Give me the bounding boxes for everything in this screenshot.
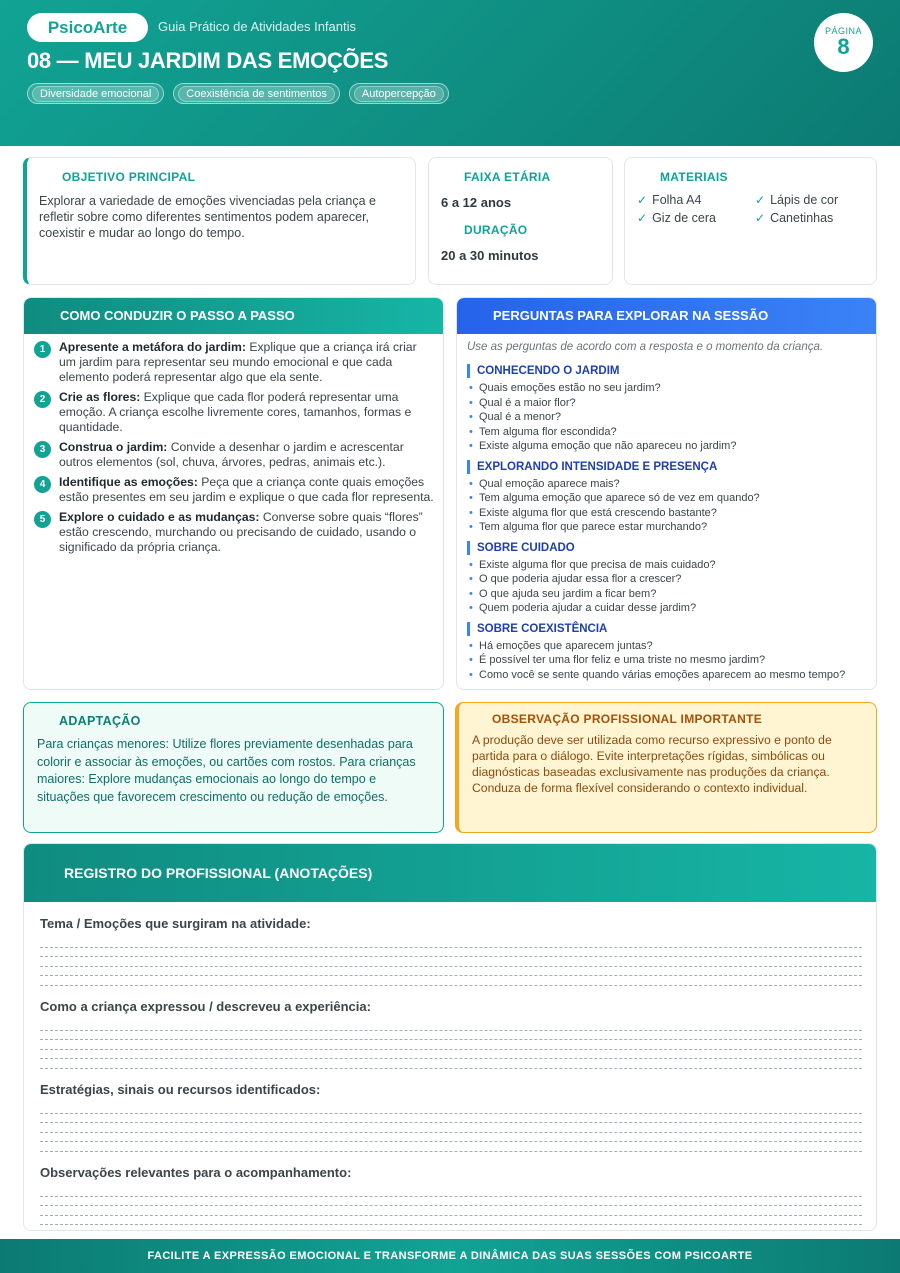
note-field-label: Como a criança expressou / descreveu a experiência: [40,998,371,1014]
material-label: Giz de cera [652,211,716,225]
note-field-label: Tema / Emoções que surgiram na atividade: [40,916,311,931]
step-text [59,510,434,555]
note-field [40,916,862,986]
note-line[interactable] [40,1133,862,1143]
adaptation-text: Para crianças menores: Utilize flores previamente desenhadas para colorir e associar às emoções, ou cartões com rostos. Para crianças maiores: Explore mudanças emocionais ao longo do tempo e situações que favorecem crescimento ou redução de emoções. [37,737,416,804]
step-item [34,475,434,505]
age-value: 6 a 12 anos [441,195,512,210]
question-item: • Como você se sente quando várias emoções aparecem ao mesmo tempo? [467,668,872,683]
material-item [637,211,755,225]
step-heading: Apresente a metáfora do jardim: [59,340,246,354]
adaptation-card [23,702,444,833]
questions-intro: Use as perguntas de acordo com a resposta e o momento da criança. [467,341,824,353]
tag [173,83,340,104]
step-heading: Construa o jardim: [59,440,168,454]
note-line[interactable] [40,957,862,967]
step-description: Converse sobre quais “flores” estão crescendo, murchando ou precisando de cuidado, usando o significado da própria criança. [59,510,423,554]
material-label: Lápis de cor [770,193,839,207]
tag [27,83,164,104]
question-group-title: SOBRE CUIDADO [467,541,872,555]
note-line[interactable] [40,1104,862,1114]
material-item [637,193,755,207]
step-text [59,475,434,505]
question-item: • Existe alguma emoção que não apareceu no jardim? [467,439,872,454]
material-label: Canetinhas [770,211,834,225]
age-title: FAIXA ETÁRIA [464,170,551,184]
objective-card [23,157,416,285]
page-header [0,0,900,146]
note-line[interactable] [40,1040,862,1050]
questions-title: PERGUNTAS PARA EXPLORAR NA SESSÃO [457,298,876,334]
question-item: • Qual é a maior flor? [467,396,872,411]
tag-label: Coexistência de sentimentos [178,86,335,102]
question-item: • Existe alguma flor que está crescendo bastante? [467,506,872,521]
note-line[interactable] [40,1187,862,1197]
tag-label: Diversidade emocional [32,86,159,102]
note-line[interactable] [40,976,862,986]
question-item: • Tem alguma flor que parece estar murchando? [467,520,872,535]
step-heading: Explore o cuidado e as mudanças: [59,510,260,524]
step-description: Convide a desenhar o jardim e acrescentar outros elementos (sol, chuva, árvores, pedras, animais etc.). [59,440,404,469]
materials-card [624,157,877,285]
observation-text: A produção deve ser utilizada como recurso expressivo e ponto de partida para o diálogo. Evite interpretações rígidas, simbólicas ou diagnósticas baseadas exclusivamente nas produções da criança. Conduza de forma flexível considerando o contexto individual. [472,733,832,795]
note-line[interactable] [40,1197,862,1207]
step-item [34,440,434,470]
note-line[interactable] [40,1031,862,1041]
note-line[interactable] [40,948,862,958]
materials-title: MATERIAIS [660,170,728,184]
question-group-title: SOBRE COEXISTÊNCIA [467,622,872,636]
step-number: 4 [34,476,51,493]
note-line[interactable] [40,1123,862,1133]
page-badge [814,13,873,72]
register-card [23,843,877,1231]
note-line[interactable] [40,938,862,948]
question-item: • Quem poderia ajudar a cuidar desse jardim? [467,601,872,616]
question-item: • Qual emoção aparece mais? [467,477,872,492]
step-item [34,510,434,555]
objective-text: Explorar a variedade de emoções vivenciadas pela criança e refletir sobre como diferentes sentimentos podem aparecer, coexistir e mudar ao longo do tempo. [39,194,376,240]
observation-card [455,702,877,833]
question-list [467,558,872,616]
steps-title: COMO CONDUZIR O PASSO A PASSO [24,298,443,334]
observation-title: OBSERVAÇÃO PROFISSIONAL IMPORTANTE [492,712,762,726]
page-number: 8 [837,34,850,59]
material-label: Folha A4 [652,193,702,207]
question-item: • Qual é a menor? [467,410,872,425]
step-item [34,340,434,385]
note-line[interactable] [40,967,862,977]
note-line[interactable] [40,1225,862,1231]
question-item: • Existe alguma flor que precisa de mais cuidado? [467,558,872,573]
objective-title: OBJETIVO PRINCIPAL [62,170,196,184]
question-item: • É possível ter uma flor feliz e uma triste no mesmo jardim? [467,653,872,668]
questions-card [456,297,877,690]
note-line[interactable] [40,1114,862,1124]
question-item: • O que ajuda seu jardim a ficar bem? [467,587,872,602]
page-label: PÁGINA [824,26,862,36]
note-line[interactable] [40,1021,862,1031]
note-line[interactable] [40,1059,862,1069]
question-item: • O que poderia ajudar essa flor a crescer? [467,572,872,587]
question-item: • Tem alguma emoção que aparece só de vez em quando? [467,491,872,506]
step-description: Peça que a criança conte quais emoções estão presentes em seu jardim e explique o que cada flor representa. [59,475,434,504]
note-line[interactable] [40,1050,862,1060]
materials-list [637,193,872,225]
adaptation-title: ADAPTAÇÃO [59,714,141,728]
note-field [40,1082,862,1152]
question-group-title: CONHECENDO O JARDIM [467,364,872,378]
tag [349,83,449,104]
tag-list [27,83,449,104]
step-text [59,340,434,385]
question-item: • Há emoções que aparecem juntas? [467,639,872,654]
step-text [59,390,434,435]
brand-logo: PsicoArte [27,13,148,42]
material-item [755,193,872,207]
check-icon: ✓ [755,193,766,207]
question-item: • Quais emoções estão no seu jardim? [467,381,872,396]
questions-body [467,364,872,688]
note-line[interactable] [40,1142,862,1152]
step-text [59,440,434,470]
note-line[interactable] [40,1216,862,1226]
question-item: • Tem alguma flor escondida? [467,425,872,440]
register-title: REGISTRO DO PROFISSIONAL (ANOTAÇÕES) [24,844,876,902]
check-icon: ✓ [755,211,766,225]
note-field-label: Estratégias, sinais ou recursos identificados: [40,1081,321,1097]
duration-value: 20 a 30 minutos [441,248,539,263]
note-field-label: Observações relevantes para o acompanhamento: [40,1164,352,1180]
page-title: 08 — MEU JARDIM DAS EMOÇÕES [27,48,389,73]
question-group-title: EXPLORANDO INTENSIDADE E PRESENÇA [467,460,872,474]
steps-list [34,340,434,560]
footer-banner: FACILITE A EXPRESSÃO EMOCIONAL E TRANSFORME A DINÂMICA DAS SUAS SESSÕES COM PSICOARTE [0,1239,900,1273]
step-heading: Crie as flores: [59,390,141,404]
step-number: 3 [34,441,51,458]
register-body [40,916,862,1231]
tag-label: Autopercepção [354,86,444,102]
step-description: Explique que cada flor poderá representar uma emoção. A criança escolhe livremente cores, tamanhos, formas e quantidade. [59,390,412,434]
step-number: 2 [34,391,51,408]
step-number: 5 [34,511,51,528]
question-list [467,639,872,683]
header-subtitle: Guia Prático de Atividades Infantis [158,19,357,34]
age-duration-card [428,157,613,285]
note-field [40,1165,862,1231]
note-field [40,999,862,1069]
question-list [467,381,872,454]
duration-title: DURAÇÃO [464,223,528,237]
step-description: Explique que a criança irá criar um jardim para representar seu mundo emocional e que cada elemento poderá representar algo que ela sente. [59,340,417,384]
question-list [467,477,872,535]
step-heading: Identifique as emoções: [59,475,198,489]
steps-card [23,297,444,690]
note-line[interactable] [40,1206,862,1216]
step-item [34,390,434,435]
check-icon: ✓ [637,193,648,207]
step-number: 1 [34,341,51,358]
material-item [755,211,872,225]
check-icon: ✓ [637,211,648,225]
